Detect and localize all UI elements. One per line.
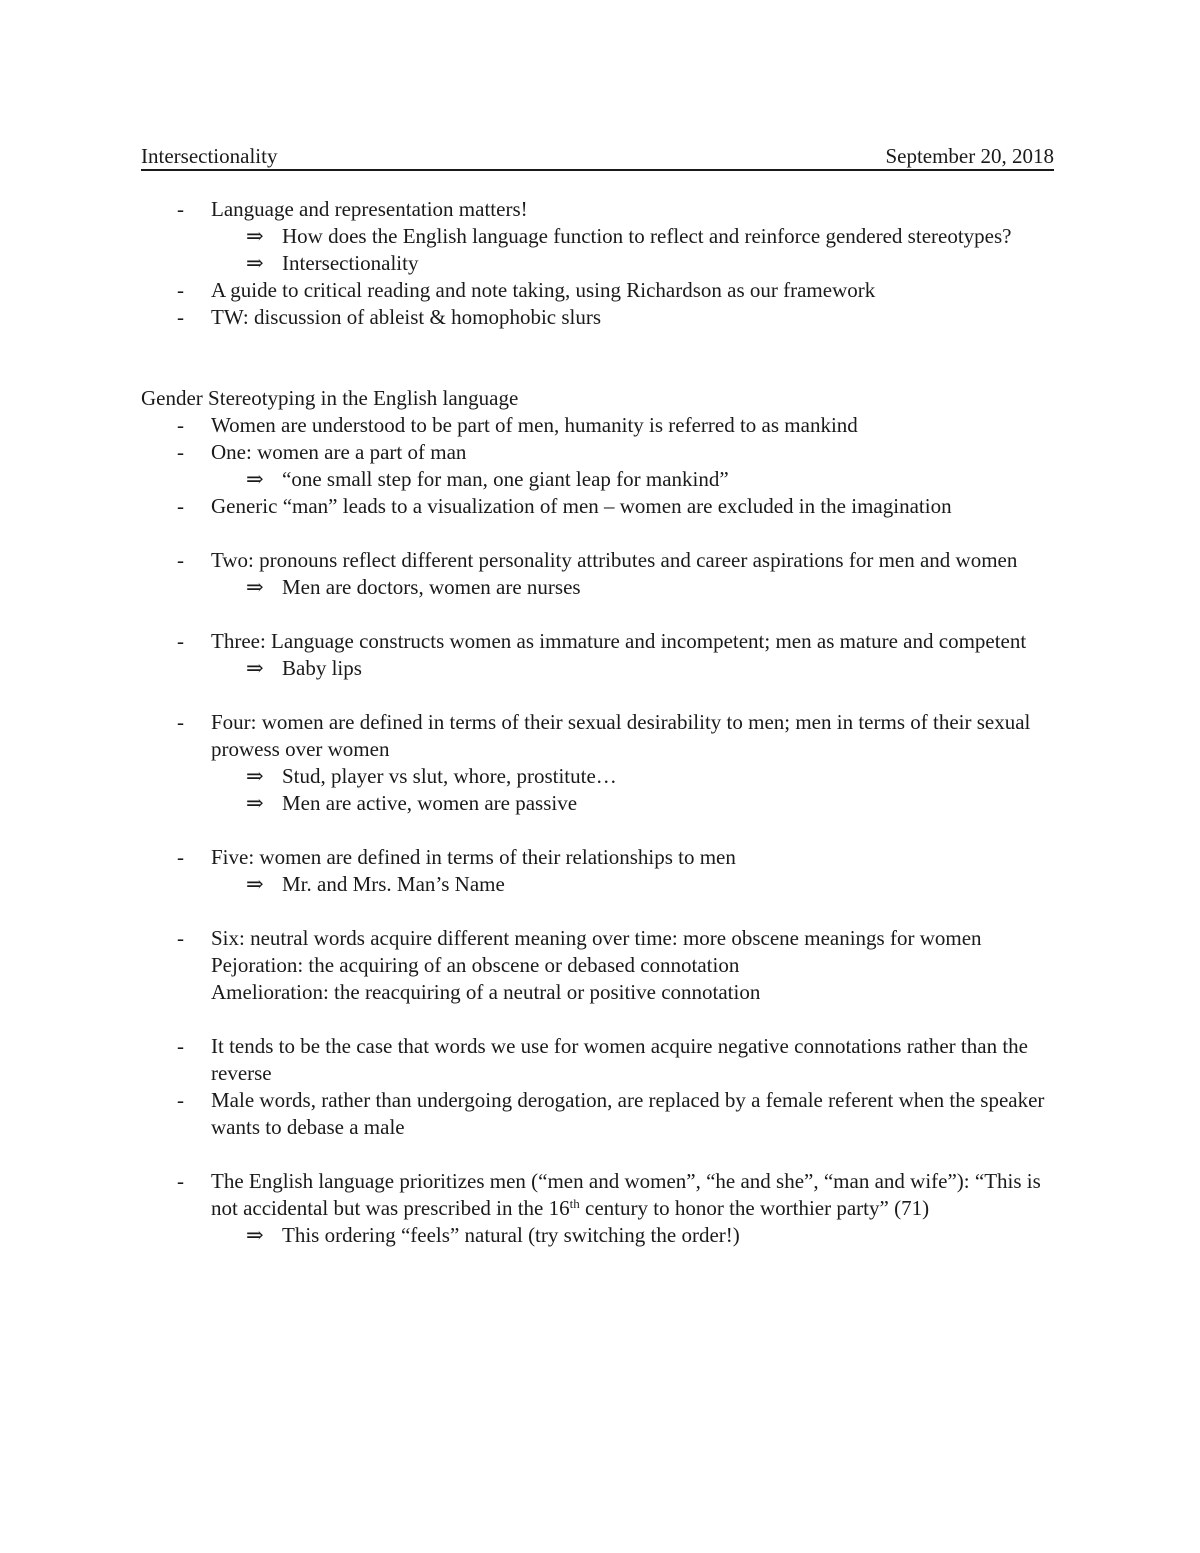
sub-item xyxy=(141,763,1071,790)
list-item-text xyxy=(211,1169,1041,1220)
document-title: Intersectionality xyxy=(141,144,278,168)
notes-body xyxy=(141,196,1071,1249)
list-item-text: Language and representation matters! xyxy=(211,197,528,221)
arrow-icon: ⇒ xyxy=(246,224,264,248)
sub-item xyxy=(141,1222,1071,1249)
list-item xyxy=(141,277,1071,304)
arrow-icon: ⇒ xyxy=(246,251,264,275)
arrow-icon: ⇒ xyxy=(246,1223,264,1247)
list-item-text: Two: pronouns reflect different personality attributes and career aspirations for men and women xyxy=(211,548,1018,572)
dash-bullet: - xyxy=(177,926,184,950)
sub-item xyxy=(141,790,1071,817)
dash-bullet: - xyxy=(177,548,184,572)
list-item-text: It tends to be the case that words we use for women acquire negative connotations rather than the reverse xyxy=(211,1034,1028,1085)
sub-item-text: Intersectionality xyxy=(282,251,419,275)
list-item xyxy=(141,844,1071,871)
header-line xyxy=(141,143,1054,171)
sub-item xyxy=(141,250,1071,277)
dash-bullet: - xyxy=(177,197,184,221)
list-item xyxy=(141,547,1071,574)
quote-text-part1: The English language prioritizes men (“men and women”, “he and she”, “man and wife”): “This is not accidental but was prescribed in the 16 xyxy=(211,1169,1041,1220)
section-heading: Gender Stereotyping in the English language xyxy=(141,386,519,410)
sub-item-text: “one small step for man, one giant leap for mankind” xyxy=(282,467,729,491)
list-item-text: Five: women are defined in terms of their relationships to men xyxy=(211,845,736,869)
list-item-text: Male words, rather than undergoing derogation, are replaced by a female referent when the speaker wants to debase a male xyxy=(211,1088,1045,1139)
sub-item xyxy=(141,223,1071,250)
sub-item-text: This ordering “feels” natural (try switching the order!) xyxy=(282,1223,740,1247)
dash-bullet: - xyxy=(177,1169,184,1193)
ordinal-suffix: th xyxy=(569,1196,580,1211)
list-item-text: Women are understood to be part of men, humanity is referred to as mankind xyxy=(211,413,858,437)
arrow-icon: ⇒ xyxy=(246,872,264,896)
list-item-text: Six: neutral words acquire different meaning over time: more obscene meanings for women xyxy=(211,926,982,950)
sub-item-text: Baby lips xyxy=(282,656,362,680)
definition-amelioration: Amelioration: the reacquiring of a neutral or positive connotation xyxy=(211,980,761,1004)
list-item xyxy=(141,493,1071,520)
list-item-text: Four: women are defined in terms of their sexual desirability to men; men in terms of their sexual prowess over women xyxy=(211,710,1031,761)
sub-item xyxy=(141,574,1071,601)
list-item xyxy=(141,1168,1071,1222)
list-item xyxy=(141,196,1071,223)
sub-item-text: Men are doctors, women are nurses xyxy=(282,575,581,599)
list-item xyxy=(141,1033,1071,1087)
sub-item xyxy=(141,655,1071,682)
list-item xyxy=(141,925,1071,952)
quote-text-part2: century to honor the worthier party” (71) xyxy=(579,1196,930,1220)
dash-bullet: - xyxy=(177,845,184,869)
arrow-icon: ⇒ xyxy=(246,656,264,680)
list-item xyxy=(141,412,1071,439)
intro-list xyxy=(141,196,1071,1249)
list-item xyxy=(141,304,1071,331)
dash-bullet: - xyxy=(177,710,184,734)
sub-item xyxy=(141,871,1071,898)
dash-bullet: - xyxy=(177,413,184,437)
dash-bullet: - xyxy=(177,440,184,464)
list-item-text: One: women are a part of man xyxy=(211,440,467,464)
dash-bullet: - xyxy=(177,1088,184,1112)
list-item xyxy=(141,1087,1071,1141)
list-item xyxy=(141,628,1071,655)
list-item-text: Three: Language constructs women as immature and incompetent; men as mature and competent xyxy=(211,629,1027,653)
sub-item-text: Men are active, women are passive xyxy=(282,791,578,815)
arrow-icon: ⇒ xyxy=(246,575,264,599)
list-item xyxy=(141,439,1071,466)
arrow-icon: ⇒ xyxy=(246,764,264,788)
dash-bullet: - xyxy=(177,1034,184,1058)
list-item xyxy=(141,709,1071,763)
list-item-text: TW: discussion of ableist & homophobic slurs xyxy=(211,305,602,329)
document-date: September 20, 2018 xyxy=(885,144,1054,168)
sub-item-text: Mr. and Mrs. Man’s Name xyxy=(282,872,505,896)
dash-bullet: - xyxy=(177,305,184,329)
list-item-text: Generic “man” leads to a visualization of men – women are excluded in the imagination xyxy=(211,494,952,518)
sub-item xyxy=(141,466,1071,493)
sub-item-text: Stud, player vs slut, whore, prostitute… xyxy=(282,764,617,788)
dash-bullet: - xyxy=(177,494,184,518)
sub-item-text: How does the English language function to reflect and reinforce gendered stereotypes? xyxy=(282,224,1012,248)
dash-bullet: - xyxy=(177,629,184,653)
arrow-icon: ⇒ xyxy=(246,467,264,491)
list-item-text: A guide to critical reading and note taking, using Richardson as our framework xyxy=(211,278,876,302)
arrow-icon: ⇒ xyxy=(246,791,264,815)
definition-pejoration: Pejoration: the acquiring of an obscene or debased connotation xyxy=(211,953,740,977)
dash-bullet: - xyxy=(177,278,184,302)
